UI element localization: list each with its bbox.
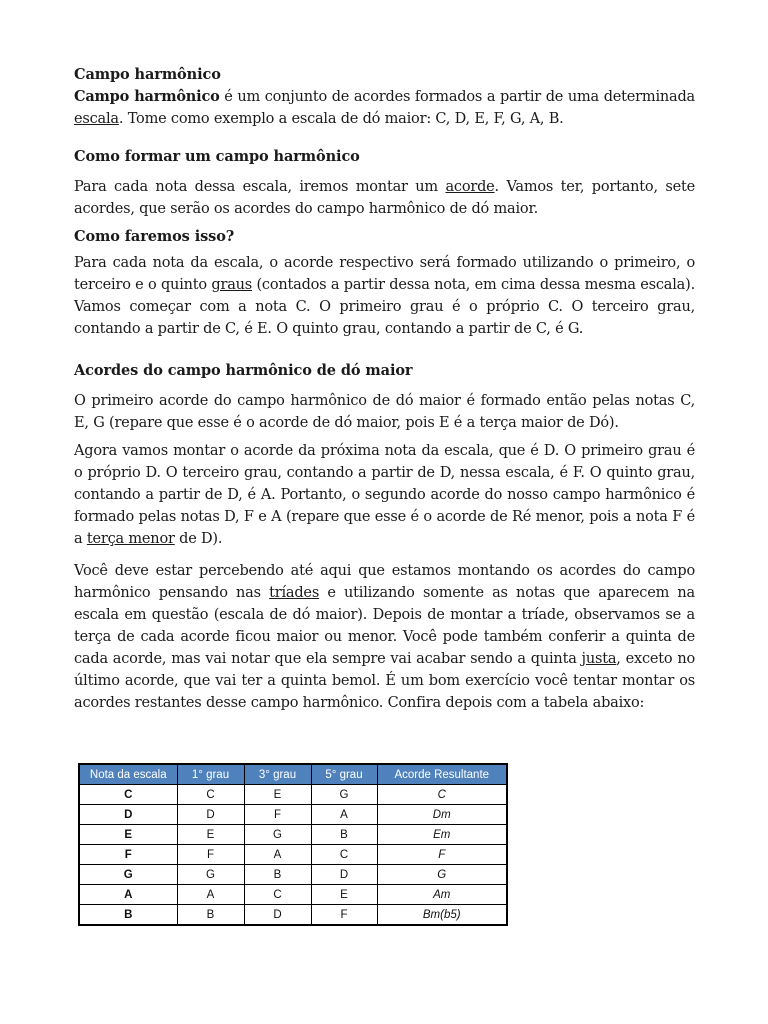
cell-grau-3: G: [244, 825, 311, 845]
table-row: [79, 825, 507, 845]
link-terca-menor[interactable]: terça menor: [86, 531, 175, 547]
acordes-3-text-b: e utilizando somente as notas que aparecem na escala em questão (escala de dó maior). Depois de montar a tríade, observamos se a terça de cada acorde ficou maior ou menor. Você pode também conferir a quinta de cada acorde, mas vai notar que ela sempre vai acabar sendo a quinta: [74, 585, 695, 667]
table-row: [79, 805, 507, 825]
cell-grau-1: B: [177, 905, 244, 926]
cell-grau-5: G: [311, 785, 377, 805]
acordes-2-text-a: Agora vamos montar o acorde da próxima nota da escala, que é D. O primeiro grau é o próprio D. O terceiro grau, contando a partir de D, nessa escala, é F. O quinto grau, contando a partir de D, é A. Portanto, o segundo acorde do nosso campo harmônico é formado pelas notas D, F e A (repare que esse é o acorde de Ré menor, pois a nota F é a: [74, 443, 695, 547]
cell-grau-5: E: [311, 885, 377, 905]
cell-grau-1: A: [177, 885, 244, 905]
cell-grau-5: C: [311, 845, 377, 865]
paragraph-acordes-3: [74, 560, 695, 714]
cell-grau-3: A: [244, 845, 311, 865]
cell-nota: D: [79, 805, 177, 825]
link-triades[interactable]: tríades: [269, 585, 320, 601]
cell-nota: F: [79, 845, 177, 865]
cell-grau-5: B: [311, 825, 377, 845]
paragraph-como-faremos: [74, 252, 695, 340]
paragraph-acordes-1: O primeiro acorde do campo harmônico de dó maior é formado então pelas notas C, E, G (repare que esse é o acorde de dó maior, pois E é a terça maior de Dó).: [74, 393, 695, 431]
header-grau-5: 5° grau: [311, 764, 377, 785]
header-acorde: Acorde Resultante: [377, 764, 507, 785]
paragraph-como-formar: [74, 176, 695, 220]
cell-grau-3: B: [244, 865, 311, 885]
cell-grau-5: A: [311, 805, 377, 825]
cell-acorde: Dm: [377, 805, 507, 825]
cell-grau-5: D: [311, 865, 377, 885]
link-acorde[interactable]: acorde: [445, 179, 495, 195]
link-graus[interactable]: graus: [211, 277, 253, 293]
cell-nota: E: [79, 825, 177, 845]
cell-grau-3: D: [244, 905, 311, 926]
cell-acorde: F: [377, 845, 507, 865]
table-row: [79, 905, 507, 926]
table-row: [79, 865, 507, 885]
cell-acorde: Am: [377, 885, 507, 905]
acordes-2-text-b: de D).: [174, 531, 223, 547]
header-nota: Nota da escala: [79, 764, 177, 785]
cell-acorde: G: [377, 865, 507, 885]
table-row: [79, 885, 507, 905]
paragraph-acordes-2: [74, 440, 695, 550]
table-row: [79, 785, 507, 805]
table-header-row: [79, 764, 507, 785]
heading-acordes: Acordes do campo harmônico de dó maior: [74, 362, 413, 379]
como-formar-text-a: Para cada nota dessa escala, iremos montar um: [74, 179, 446, 195]
cell-nota: B: [79, 905, 177, 926]
cell-grau-1: F: [177, 845, 244, 865]
cell-acorde: C: [377, 785, 507, 805]
table-row: [79, 845, 507, 865]
heading-como-formar: Como formar um campo harmônico: [74, 148, 360, 165]
cell-grau-1: D: [177, 805, 244, 825]
chord-table: [78, 763, 508, 926]
como-faremos-text-a: Para cada nota da escala, o acorde respectivo será formado utilizando o primeiro, o terceiro e o quinto: [74, 255, 695, 293]
cell-grau-1: E: [177, 825, 244, 845]
link-justa[interactable]: justa: [581, 651, 617, 667]
document-page: [74, 64, 695, 714]
cell-grau-1: G: [177, 865, 244, 885]
como-formar-text-b: . Vamos ter, portanto, sete acordes, que serão os acordes do campo harmônico de dó maior.: [74, 179, 695, 217]
link-escala[interactable]: escala: [74, 111, 119, 127]
cell-nota: C: [79, 785, 177, 805]
intro-bold-term: Campo harmônico: [74, 88, 220, 105]
acordes-3-text-c: , exceto no último acorde, que vai ter a quinta bemol. É um bom exercício você tentar montar os acordes restantes desse campo harmônico. Confira depois com a tabela abaixo:: [74, 651, 695, 711]
intro-text-a: é um conjunto de acordes formados a partir de uma determinada: [219, 89, 695, 105]
intro-text-b: . Tome como exemplo a escala de dó maior: C, D, E, F, G, A, B.: [118, 111, 564, 127]
cell-grau-1: C: [177, 785, 244, 805]
intro-paragraph: [74, 86, 695, 130]
cell-grau-3: C: [244, 885, 311, 905]
header-grau-3: 3° grau: [244, 764, 311, 785]
acordes-3-text-a: Você deve estar percebendo até aqui que estamos montando os acordes do campo harmônico pensando nas: [74, 563, 695, 601]
cell-nota: A: [79, 885, 177, 905]
cell-acorde: Bm(b5): [377, 905, 507, 926]
cell-grau-5: F: [311, 905, 377, 926]
como-faremos-text-b: (contados a partir dessa nota, em cima dessa mesma escala). Vamos começar com a nota C. O primeiro grau é o próprio C. O terceiro grau, contando a partir de C, é E. O quinto grau, contando a partir de C, é G.: [74, 277, 695, 337]
header-grau-1: 1° grau: [177, 764, 244, 785]
cell-grau-3: F: [244, 805, 311, 825]
cell-grau-3: E: [244, 785, 311, 805]
cell-acorde: Em: [377, 825, 507, 845]
section-title: Campo harmônico: [74, 66, 221, 83]
heading-como-faremos: Como faremos isso?: [74, 228, 235, 245]
cell-nota: G: [79, 865, 177, 885]
